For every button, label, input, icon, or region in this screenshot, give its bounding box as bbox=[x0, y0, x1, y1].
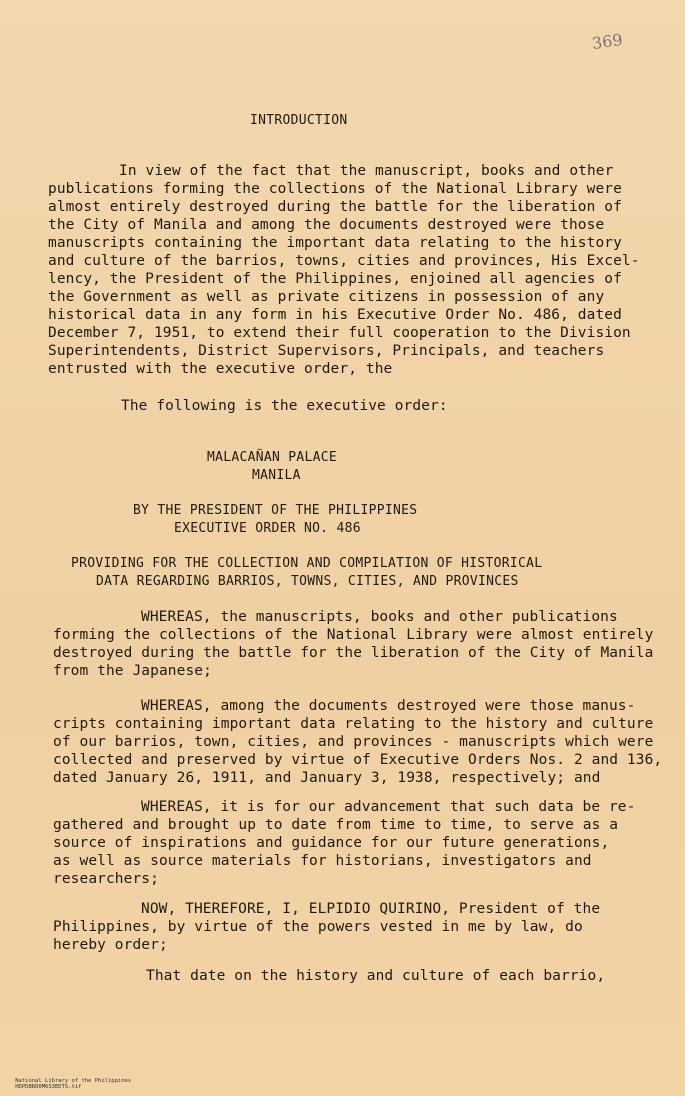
text-line: In view of the fact that the manuscript, books and other bbox=[119, 163, 614, 179]
text-line: collected and preserved by virtue of Executive Orders Nos. 2 and 136, bbox=[53, 752, 663, 768]
city-heading: MANILA bbox=[252, 468, 301, 483]
following-line: The following is the executive order: bbox=[121, 398, 448, 414]
text-line: historical data in any form in his Executive Order No. 486, dated bbox=[48, 307, 622, 323]
text-line: as well as source materials for historians, investigators and bbox=[53, 853, 592, 869]
text-line: WHEREAS, the manuscripts, books and other publications bbox=[141, 609, 618, 625]
text-line: researchers; bbox=[53, 871, 159, 887]
that-line: That date on the history and culture of each barrio, bbox=[146, 968, 606, 984]
library-credit: National Library of the Philippines bbox=[15, 1078, 132, 1084]
text-line: the Government as well as private citizens in possession of any bbox=[48, 289, 605, 305]
providing-heading-1: PROVIDING FOR THE COLLECTION AND COMPILATION OF HISTORICAL bbox=[71, 556, 543, 571]
text-line: almost entirely destroyed during the battle for the liberation of bbox=[48, 199, 622, 215]
text-line: forming the collections of the National Library were almost entirely bbox=[53, 627, 654, 643]
text-line: Philippines, by virtue of the powers vested in me by law, do bbox=[53, 919, 583, 935]
palace-heading: MALACAÑAN PALACE bbox=[207, 450, 338, 465]
scan-footer bbox=[2, 1072, 145, 1096]
executive-order-heading: EXECUTIVE ORDER NO. 486 bbox=[174, 521, 361, 536]
text-line: the City of Manila and among the documents destroyed were those bbox=[48, 217, 605, 233]
text-line: cripts containing important data relating to the history and culture bbox=[53, 716, 654, 732]
text-line: publications forming the collections of the National Library were bbox=[48, 181, 622, 197]
text-line: December 7, 1951, to extend their full cooperation to the Division bbox=[48, 325, 631, 341]
text-line: lency, the President of the Philippines, enjoined all agencies of bbox=[48, 271, 622, 287]
text-line: of our barrios, town, cities, and provinces - manuscripts which were bbox=[53, 734, 654, 750]
text-line: source of inspirations and guidance for our future generations, bbox=[53, 835, 610, 851]
text-line: destroyed during the battle for the liberation of the City of Manila bbox=[53, 645, 654, 661]
text-line: gathered and brought up to date from time to time, to serve as a bbox=[53, 817, 619, 833]
text-line: manuscripts containing the important data relating to the history bbox=[48, 235, 622, 251]
text-line: dated January 26, 1911, and January 3, 1938, respectively; and bbox=[53, 770, 601, 786]
text-line: hereby order; bbox=[53, 937, 168, 953]
text-line: Superintendents, District Supervisors, Principals, and teachers bbox=[48, 343, 605, 359]
page-title: INTRODUCTION bbox=[250, 113, 348, 128]
president-heading: BY THE PRESIDENT OF THE PHILIPPINES bbox=[133, 503, 418, 518]
page-number-annotation: 369 bbox=[590, 29, 624, 54]
providing-heading-2: DATA REGARDING BARRIOS, TOWNS, CITIES, AND PROVINCES bbox=[96, 574, 519, 589]
text-line: NOW, THEREFORE, I, ELPIDIO QUIRINO, President of the bbox=[141, 901, 601, 917]
text-line: WHEREAS, it is for our advancement that such data be re- bbox=[141, 799, 636, 815]
text-line: entrusted with the executive order, the bbox=[48, 361, 393, 377]
text-line: from the Japanese; bbox=[53, 663, 212, 679]
text-line: WHEREAS, among the documents destroyed were those manus- bbox=[141, 698, 636, 714]
file-code: HDPDBRD0M6S3EDTS.tif bbox=[15, 1084, 82, 1090]
text-line: and culture of the barrios, towns, cities and provinces, His Excel- bbox=[48, 253, 640, 269]
